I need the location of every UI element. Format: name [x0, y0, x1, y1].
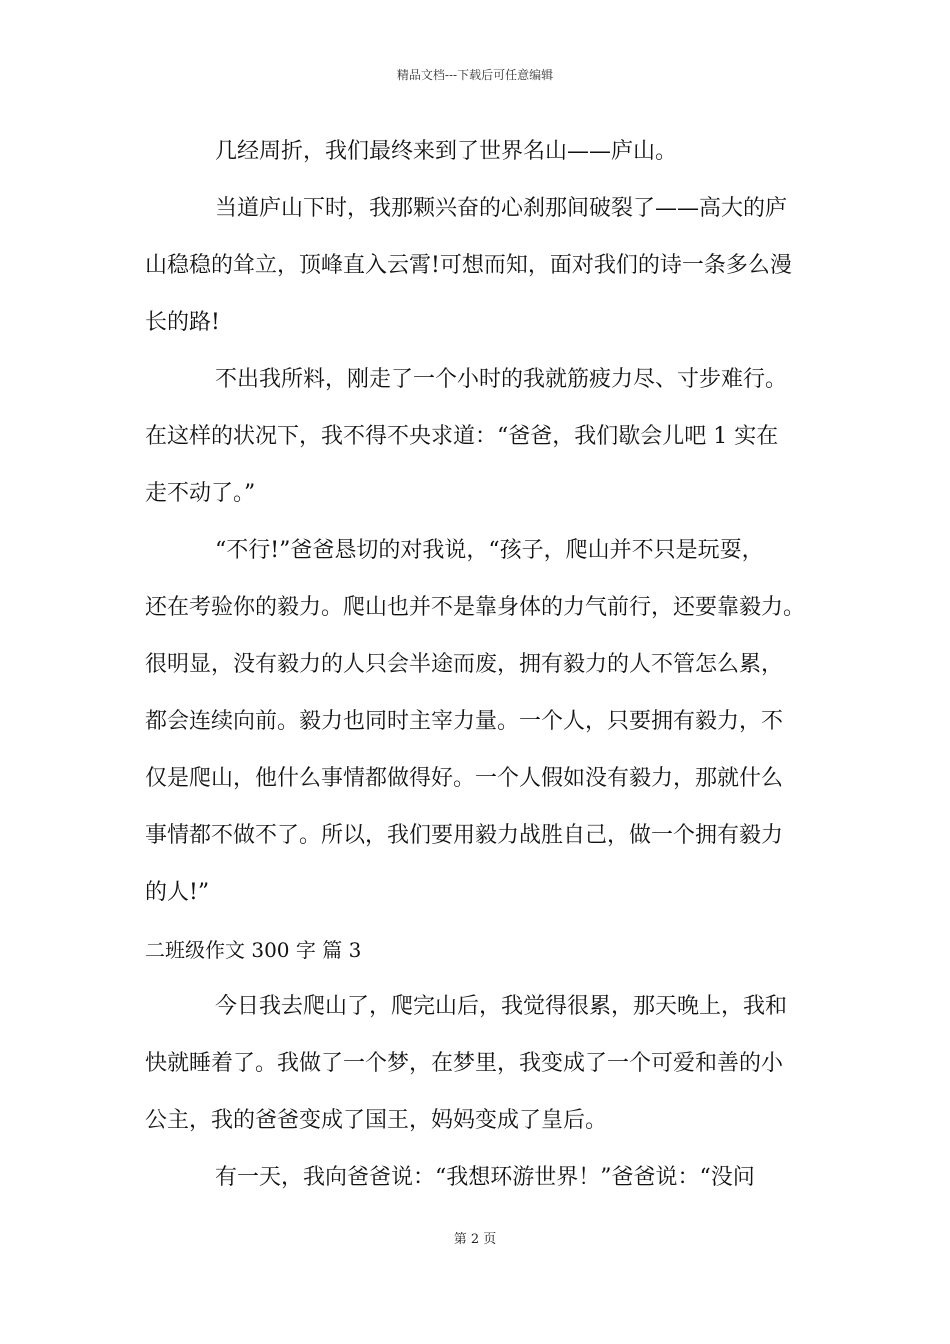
page-number: 第 2 页 [453, 1232, 497, 1247]
page-header: 精品文档---下载后可任意编辑 [396, 68, 554, 82]
paragraph-line: “不行!”爸爸恳切的对我说，“孩子，爬山并不只是玩耍， [215, 538, 764, 563]
paragraph-line: 还在考验你的毅力。爬山也并不是靠身体的力气前行，还要靠毅力。 [145, 595, 806, 620]
paragraph-line: 今日我去爬山了，爬完山后，我觉得很累，那天晚上，我和 [215, 994, 788, 1019]
paragraph-line: 在这样的状况下，我不得不央求道：“爸爸，我们歇会儿吧 1 实在 [145, 424, 779, 449]
paragraph-line: 山稳稳的耸立，顶峰直入云霄!可想而知，面对我们的诗一条多么漫 [145, 253, 792, 278]
document-body [145, 131, 815, 1214]
paragraph-line: 走不动了。” [145, 481, 256, 506]
paragraph-line: 都会连续向前。毅力也同时主宰力量。一个人，只要拥有毅力，不 [145, 709, 784, 734]
section-heading: 二班级作文 300 字 篇 3 [145, 938, 362, 962]
paragraph-line: 仅是爬山，他什么事情都做得好。一个人假如没有毅力，那就什么 [145, 766, 784, 791]
paragraph-line: 几经周折，我们最终来到了世界名山——庐山。 [215, 139, 678, 164]
paragraph-line: 很明显，没有毅力的人只会半途而废，拥有毅力的人不管怎么累， [145, 652, 784, 677]
paragraph-line: 的人!” [145, 880, 210, 905]
paragraph-line: 有一天，我向爸爸说：“我想环游世界！”爸爸说：“没问 [215, 1165, 755, 1190]
paragraph-line: 快就睡着了。我做了一个梦，在梦里，我变成了一个可爱和善的小 [145, 1051, 784, 1076]
paragraph-line: 事情都不做不了。所以，我们要用毅力战胜自己，做一个拥有毅力 [145, 823, 784, 848]
paragraph-line: 不出我所料，刚走了一个小时的我就筋疲力尽、寸步难行。 [215, 367, 788, 392]
paragraph-line: 长的路! [145, 310, 220, 335]
paragraph-line: 公主，我的爸爸变成了国王，妈妈变成了皇后。 [145, 1108, 608, 1133]
paragraph-line: 当道庐山下时，我那颗兴奋的心刹那间破裂了——高大的庐 [215, 196, 788, 221]
